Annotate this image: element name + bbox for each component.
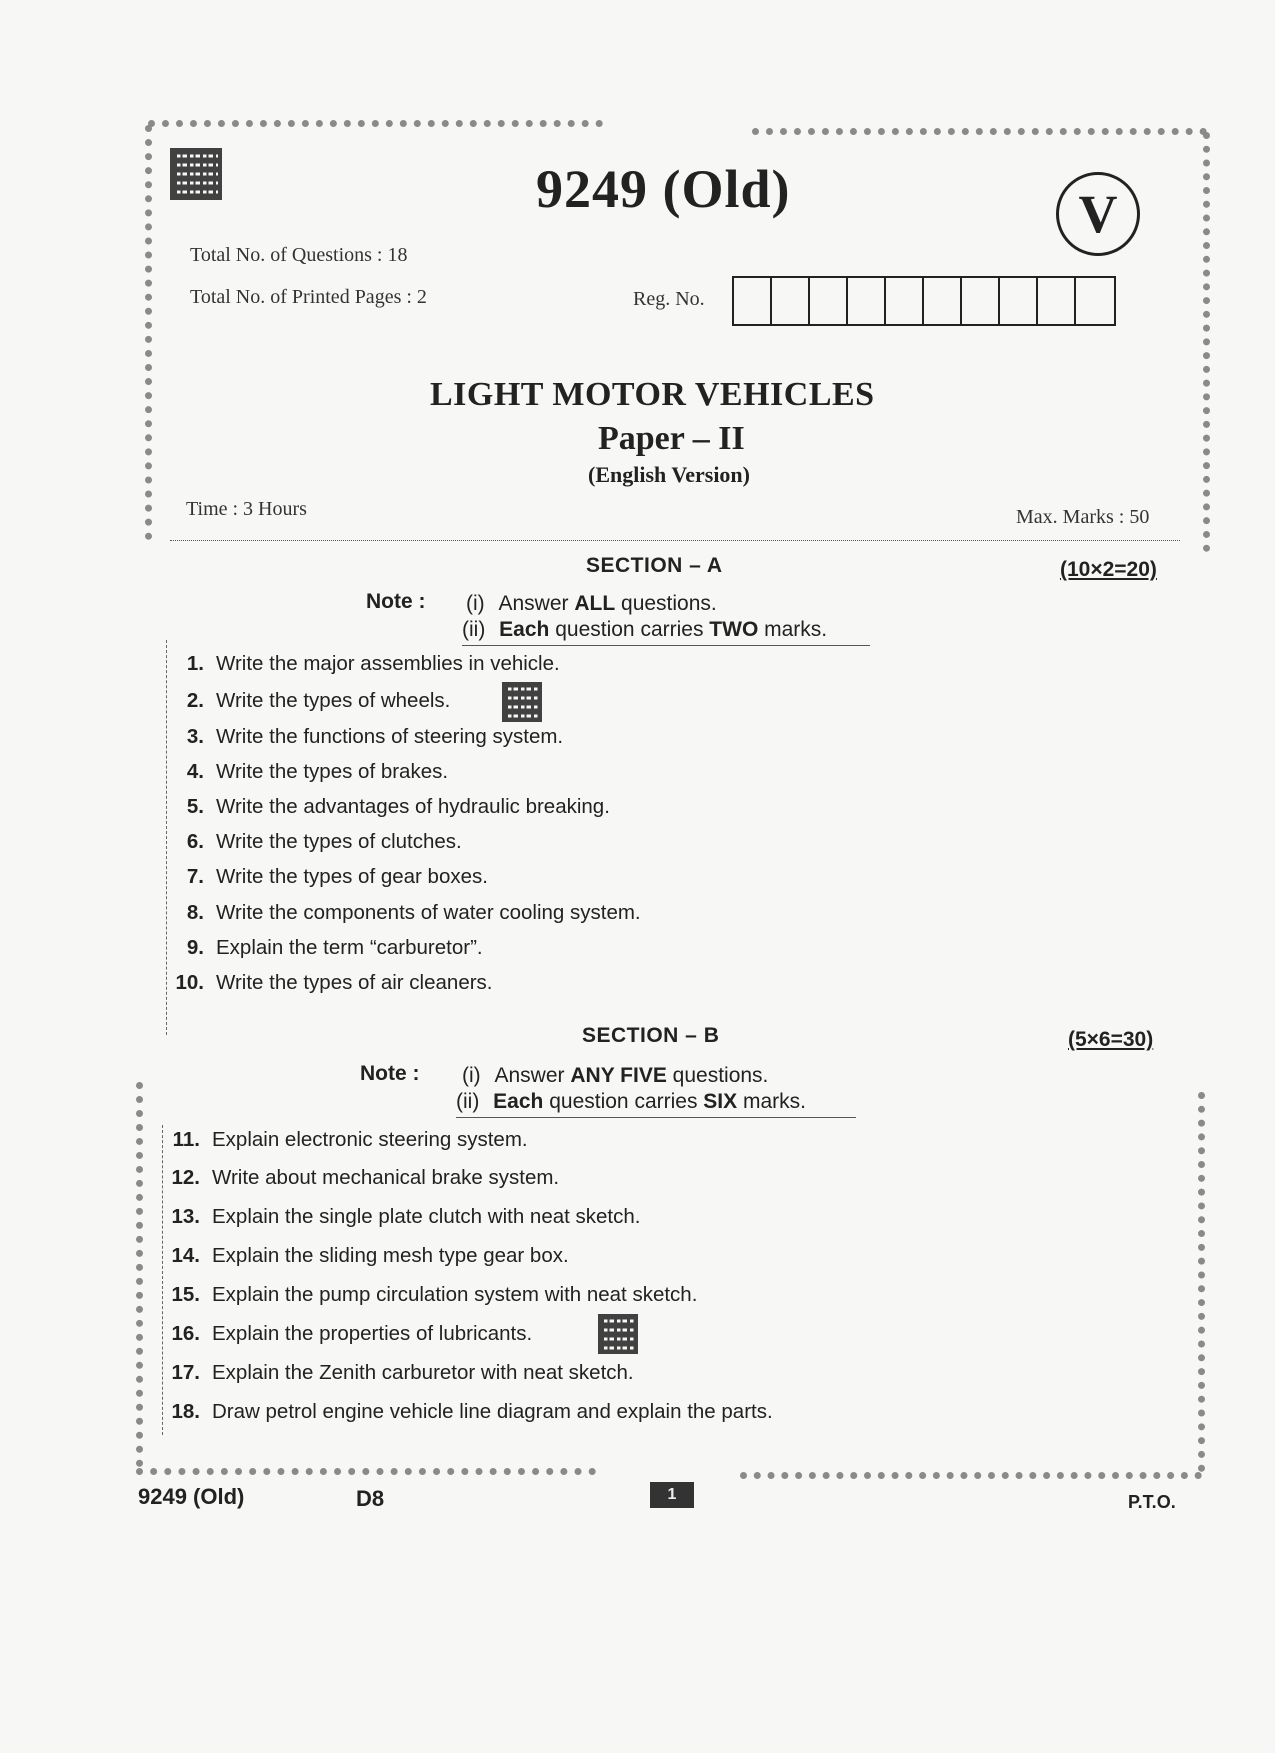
note-text: questions. <box>615 592 717 615</box>
section-a-heading: SECTION – A <box>586 554 723 577</box>
max-marks: Max. Marks : 50 <box>1016 506 1150 528</box>
reg-no-box[interactable] <box>962 278 1000 324</box>
question-text: Write the types of gear boxes. <box>216 865 488 888</box>
reg-no-box[interactable] <box>848 278 886 324</box>
question-item <box>164 1322 532 1346</box>
note-text: questions. <box>666 1064 769 1087</box>
question-text: Explain the properties of lubricants. <box>212 1322 533 1345</box>
section-b-note-rule <box>456 1117 856 1118</box>
note-num: (ii) <box>462 618 486 641</box>
question-number: 2. <box>186 689 204 712</box>
reg-no-box[interactable] <box>810 278 848 324</box>
total-questions: Total No. of Questions : 18 <box>190 244 408 266</box>
page-number: 1 <box>650 1482 694 1508</box>
reg-no-box[interactable] <box>734 278 772 324</box>
reg-no-label: Reg. No. <box>633 288 705 310</box>
qr-code-icon <box>170 148 222 200</box>
question-text: Write the types of brakes. <box>216 760 449 783</box>
question-item <box>164 1244 569 1268</box>
section-b-note-1 <box>462 1064 768 1088</box>
reg-no-box[interactable] <box>1038 278 1076 324</box>
exam-time: Time : 3 Hours <box>186 498 307 520</box>
reg-no-boxes[interactable] <box>732 276 1116 326</box>
question-item <box>168 725 563 749</box>
question-item <box>164 1400 773 1424</box>
border-bottom-right <box>740 1472 1202 1479</box>
paper-number: Paper – II <box>598 420 745 457</box>
question-number: 10. <box>175 971 204 994</box>
question-item <box>164 1361 634 1385</box>
note-text: question carries <box>549 618 710 641</box>
section-a-note-2 <box>462 618 827 642</box>
language-version: (English Version) <box>588 462 750 487</box>
question-number: 6. <box>186 830 204 853</box>
note-text: Answer <box>498 592 575 615</box>
border-bottom-left <box>136 1468 596 1475</box>
qr-code-icon <box>598 1314 638 1354</box>
question-text: Write the types of clutches. <box>216 830 462 853</box>
qr-code-icon <box>502 682 542 722</box>
section-b-note-label: Note : <box>360 1062 420 1085</box>
border-left-lower <box>136 1082 143 1467</box>
question-text: Write the advantages of hydraulic breaking. <box>216 795 610 818</box>
question-item <box>168 689 450 713</box>
border-top-left <box>148 120 603 127</box>
reg-no-box[interactable] <box>924 278 962 324</box>
please-turn-over: P.T.O. <box>1128 1492 1176 1512</box>
question-item <box>164 1205 640 1229</box>
note-num: (ii) <box>456 1090 480 1113</box>
question-text: Explain the sliding mesh type gear box. <box>212 1244 569 1267</box>
question-text: Write the components of water cooling system. <box>216 901 641 924</box>
subject-title: LIGHT MOTOR VEHICLES <box>430 376 875 413</box>
question-item <box>168 865 488 889</box>
question-number: 14. <box>171 1244 200 1267</box>
border-left-upper <box>145 125 152 540</box>
question-text: Explain the pump circulation system with neat sketch. <box>212 1283 698 1306</box>
question-text: Write the types of air cleaners. <box>216 971 493 994</box>
paper-code-title: 9249 (Old) <box>536 159 791 219</box>
footer-paper-code: 9249 (Old) <box>138 1484 245 1509</box>
question-text: Write the major assemblies in vehicle. <box>216 652 560 675</box>
note-text: question carries <box>543 1090 704 1113</box>
question-number: 17. <box>171 1361 200 1384</box>
question-item <box>168 971 493 995</box>
question-item <box>168 830 462 854</box>
question-number: 8. <box>186 901 204 924</box>
reg-no-box[interactable] <box>886 278 924 324</box>
section-a-margin-rule <box>166 640 167 1035</box>
note-text: marks. <box>758 618 828 641</box>
border-right-lower <box>1198 1092 1205 1472</box>
question-item <box>168 652 560 676</box>
question-number: 12. <box>171 1166 200 1189</box>
section-a-note-label: Note : <box>366 590 426 613</box>
note-text: marks. <box>737 1090 806 1113</box>
note-emphasis: ANY FIVE <box>570 1064 667 1087</box>
note-emphasis: Each <box>493 1090 544 1113</box>
section-a-note-rule <box>462 645 870 646</box>
question-item <box>168 936 483 960</box>
question-item <box>168 795 610 819</box>
question-text: Write the functions of steering system. <box>216 725 564 748</box>
section-b-heading: SECTION – B <box>582 1024 720 1047</box>
version-badge: V <box>1056 172 1140 256</box>
note-emphasis: Each <box>499 618 550 641</box>
note-num: (i) <box>462 1064 481 1087</box>
question-number: 15. <box>171 1283 200 1306</box>
question-number: 16. <box>171 1322 200 1345</box>
border-right-upper <box>1203 132 1210 552</box>
question-text: Explain electronic steering system. <box>212 1128 528 1151</box>
note-emphasis: ALL <box>574 592 616 615</box>
question-item <box>164 1283 697 1307</box>
question-number: 7. <box>186 865 204 888</box>
total-pages: Total No. of Printed Pages : 2 <box>190 286 427 308</box>
note-emphasis: SIX <box>703 1090 738 1113</box>
section-a-marks: (10×2=20) <box>1060 558 1157 581</box>
note-emphasis: TWO <box>709 618 759 641</box>
section-b-margin-rule <box>162 1125 163 1435</box>
section-b-marks: (5×6=30) <box>1068 1028 1154 1051</box>
question-number: 4. <box>186 760 204 783</box>
note-num: (i) <box>466 592 485 615</box>
question-text: Explain the term “carburetor”. <box>216 936 483 959</box>
note-text: Answer <box>494 1064 571 1087</box>
question-number: 5. <box>186 795 204 818</box>
question-item <box>164 1128 528 1152</box>
question-number: 1. <box>186 652 204 675</box>
question-text: Draw petrol engine vehicle line diagram and explain the parts. <box>212 1400 773 1423</box>
section-a-note-1 <box>466 592 717 616</box>
footer-set-code: D8 <box>356 1486 385 1511</box>
question-number: 18. <box>171 1400 200 1423</box>
question-number: 9. <box>186 936 204 959</box>
question-text: Write the types of wheels. <box>216 689 451 712</box>
reg-no-box[interactable] <box>1000 278 1038 324</box>
question-number: 11. <box>172 1128 200 1151</box>
question-item <box>164 1166 559 1190</box>
border-top-right <box>752 128 1207 135</box>
question-item <box>168 760 448 784</box>
section-b-note-2 <box>456 1090 806 1114</box>
question-number: 3. <box>186 725 204 748</box>
reg-no-box[interactable] <box>1076 278 1114 324</box>
reg-no-box[interactable] <box>772 278 810 324</box>
question-text: Explain the Zenith carburetor with neat sketch. <box>212 1361 634 1384</box>
question-item <box>168 901 641 925</box>
question-text: Write about mechanical brake system. <box>212 1166 560 1189</box>
header-rule <box>170 540 1180 541</box>
question-number: 13. <box>171 1205 200 1228</box>
question-text: Explain the single plate clutch with neat sketch. <box>212 1205 641 1228</box>
